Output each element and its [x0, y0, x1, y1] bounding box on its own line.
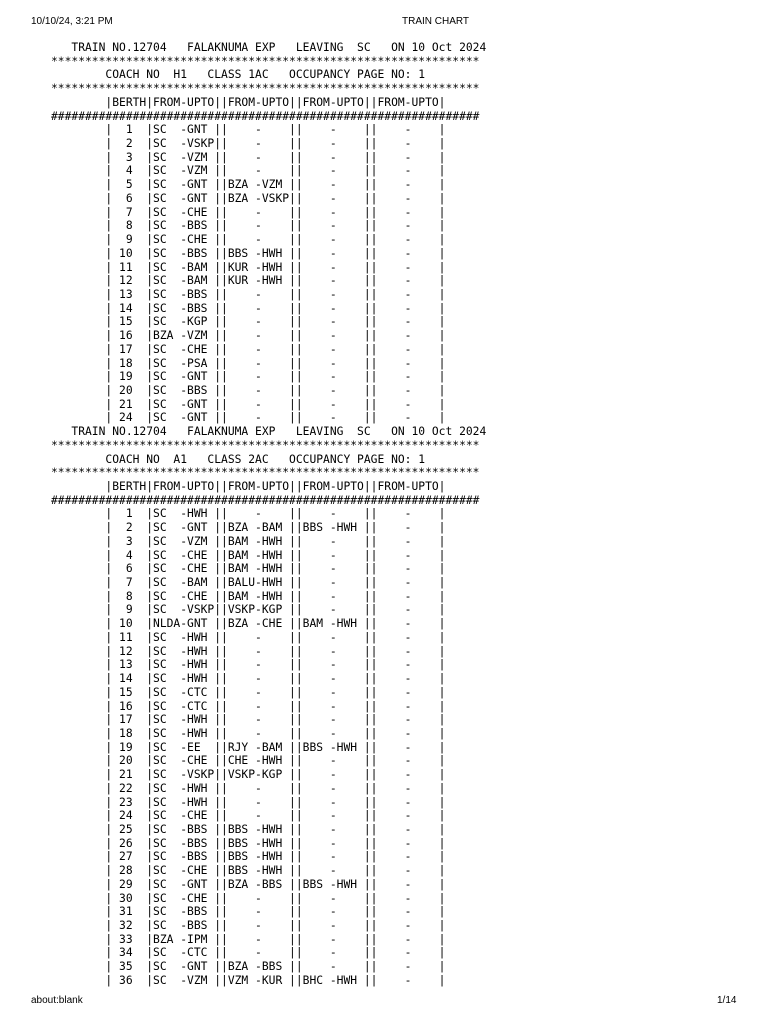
chart-line: | 36 |SC -VZM ||VZM -KUR ||BHC -HWH || - |	[51, 973, 446, 987]
chart-line: | 29 |SC -GNT ||BZA -BBS ||BBS -HWH || - |	[51, 877, 446, 891]
chart-line: | 5 |SC -GNT ||BZA -VZM || - || - |	[51, 178, 446, 192]
chart-line: | 18 |SC -HWH || - || - || - |	[51, 726, 446, 740]
chart-line: | 31 |SC -BBS || - || - || - |	[51, 905, 446, 919]
chart-line: ###############################################################	[51, 493, 480, 507]
chart-line: | 10 |SC -BBS ||BBS -HWH || - || - |	[51, 246, 446, 260]
chart-line: | 4 |SC -CHE ||BAM -HWH || - || - |	[51, 548, 446, 562]
chart-line: | 6 |SC -CHE ||BAM -HWH || - || - |	[51, 562, 446, 576]
chart-line: | 24 |SC -GNT || - || - || - |	[51, 411, 446, 425]
chart-line: | 15 |SC -KGP || - || - || - |	[51, 315, 446, 329]
chart-line: | 8 |SC -CHE ||BAM -HWH || - || - |	[51, 589, 446, 603]
chart-line: | 28 |SC -CHE ||BBS -HWH || - || - |	[51, 864, 446, 878]
chart-line: | 4 |SC -VZM || - || - || - |	[51, 164, 446, 178]
chart-line: COACH NO A1 CLASS 2AC OCCUPANCY PAGE NO: 1	[51, 452, 426, 466]
chart-line: | 21 |SC -GNT || - || - || - |	[51, 397, 446, 411]
chart-line: | 16 |SC -CTC || - || - || - |	[51, 699, 446, 713]
chart-line: ***************************************************************	[51, 466, 480, 480]
chart-line: | 14 |SC -HWH || - || - || - |	[51, 672, 446, 686]
chart-line: | 1 |SC -GNT || - || - || - |	[51, 123, 446, 137]
chart-line: | 7 |SC -BAM ||BALU-HWH || - || - |	[51, 576, 446, 590]
chart-line: | 2 |SC -GNT ||BZA -BAM ||BBS -HWH || - |	[51, 521, 446, 535]
chart-line: | 11 |SC -HWH || - || - || - |	[51, 630, 446, 644]
chart-line: | 18 |SC -PSA || - || - || - |	[51, 356, 446, 370]
chart-line: | 23 |SC -HWH || - || - || - |	[51, 795, 446, 809]
chart-line: | 13 |SC -HWH || - || - || - |	[51, 658, 446, 672]
chart-line: | 3 |SC -VZM ||BAM -HWH || - || - |	[51, 534, 446, 548]
chart-line: | 14 |SC -BBS || - || - || - |	[51, 301, 446, 315]
chart-line: | 6 |SC -GNT ||BZA -VSKP|| - || - |	[51, 191, 446, 205]
chart-line: | 27 |SC -BBS ||BBS -HWH || - || - |	[51, 850, 446, 864]
chart-line: | 10 |NLDA-GNT ||BZA -CHE ||BAM -HWH || - |	[51, 617, 446, 631]
chart-line: TRAIN NO.12704 FALAKNUMA EXP LEAVING SC ON 10 Oct 2024	[51, 41, 487, 54]
chart-line: | 7 |SC -CHE || - || - || - |	[51, 205, 446, 219]
chart-line: | 8 |SC -BBS || - || - || - |	[51, 219, 446, 233]
chart-line: | 3 |SC -VZM || - || - || - |	[51, 150, 446, 164]
chart-line: | 25 |SC -BBS ||BBS -HWH || - || - |	[51, 822, 446, 836]
chart-line: ***************************************************************	[51, 54, 480, 68]
chart-line: ***************************************************************	[51, 82, 480, 96]
chart-line: ***************************************************************	[51, 438, 480, 452]
chart-line: | 17 |SC -HWH || - || - || - |	[51, 713, 446, 727]
chart-line: | 26 |SC -BBS ||BBS -HWH || - || - |	[51, 836, 446, 850]
chart-line: | 30 |SC -CHE || - || - || - |	[51, 891, 446, 905]
chart-line: | 20 |SC -CHE ||CHE -HWH || - || - |	[51, 754, 446, 768]
chart-line: TRAIN NO.12704 FALAKNUMA EXP LEAVING SC ON 10 Oct 2024	[51, 425, 487, 439]
chart-line: |BERTH|FROM-UPTO||FROM-UPTO||FROM-UPTO||FROM-UPTO|	[51, 480, 446, 493]
chart-line: | 9 |SC -CHE || - || - || - |	[51, 233, 446, 247]
chart-line: | 19 |SC -GNT || - || - || - |	[51, 370, 446, 384]
print-footer-url: about:blank	[31, 995, 83, 1006]
chart-line: | 33 |BZA -IPM || - || - || - |	[51, 932, 446, 946]
chart-line: | 34 |SC -CTC || - || - || - |	[51, 946, 446, 960]
print-datetime: 10/10/24, 3:21 PM	[31, 16, 113, 27]
chart-line: |BERTH|FROM-UPTO||FROM-UPTO||FROM-UPTO||FROM-UPTO|	[51, 95, 446, 109]
chart-line: | 21 |SC -VSKP||VSKP-KGP || - || - |	[51, 768, 446, 782]
chart-line: | 35 |SC -GNT ||BZA -BBS || - || - |	[51, 960, 446, 974]
print-page-title: TRAIN CHART	[402, 16, 470, 27]
chart-line: | 12 |SC -HWH || - || - || - |	[51, 644, 446, 658]
chart-line: | 17 |SC -CHE || - || - || - |	[51, 342, 446, 356]
print-page-number: 1/14	[717, 995, 737, 1006]
chart-line: | 24 |SC -CHE || - || - || - |	[51, 809, 446, 823]
train-chart-text	[51, 41, 486, 988]
chart-line: | 32 |SC -BBS || - || - || - |	[51, 919, 446, 932]
chart-line: ###############################################################	[51, 109, 480, 123]
chart-line: | 16 |BZA -VZM || - || - || - |	[51, 329, 446, 343]
chart-line: | 13 |SC -BBS || - || - || - |	[51, 287, 446, 301]
chart-line: | 11 |SC -BAM ||KUR -HWH || - || - |	[51, 260, 446, 274]
chart-line: | 20 |SC -BBS || - || - || - |	[51, 383, 446, 397]
chart-line: | 1 |SC -HWH || - || - || - |	[51, 507, 446, 521]
chart-line: | 9 |SC -VSKP||VSKP-KGP || - || - |	[51, 603, 446, 617]
chart-line: | 2 |SC -VSKP|| - || - || - |	[51, 137, 446, 151]
chart-line: | 12 |SC -BAM ||KUR -HWH || - || - |	[51, 274, 446, 288]
chart-line: | 15 |SC -CTC || - || - || - |	[51, 685, 446, 699]
chart-line: | 19 |SC -EE ||RJY -BAM ||BBS -HWH || - |	[51, 740, 446, 754]
chart-line: | 22 |SC -HWH || - || - || - |	[51, 781, 446, 795]
chart-line: COACH NO H1 CLASS 1AC OCCUPANCY PAGE NO: 1	[51, 68, 426, 82]
